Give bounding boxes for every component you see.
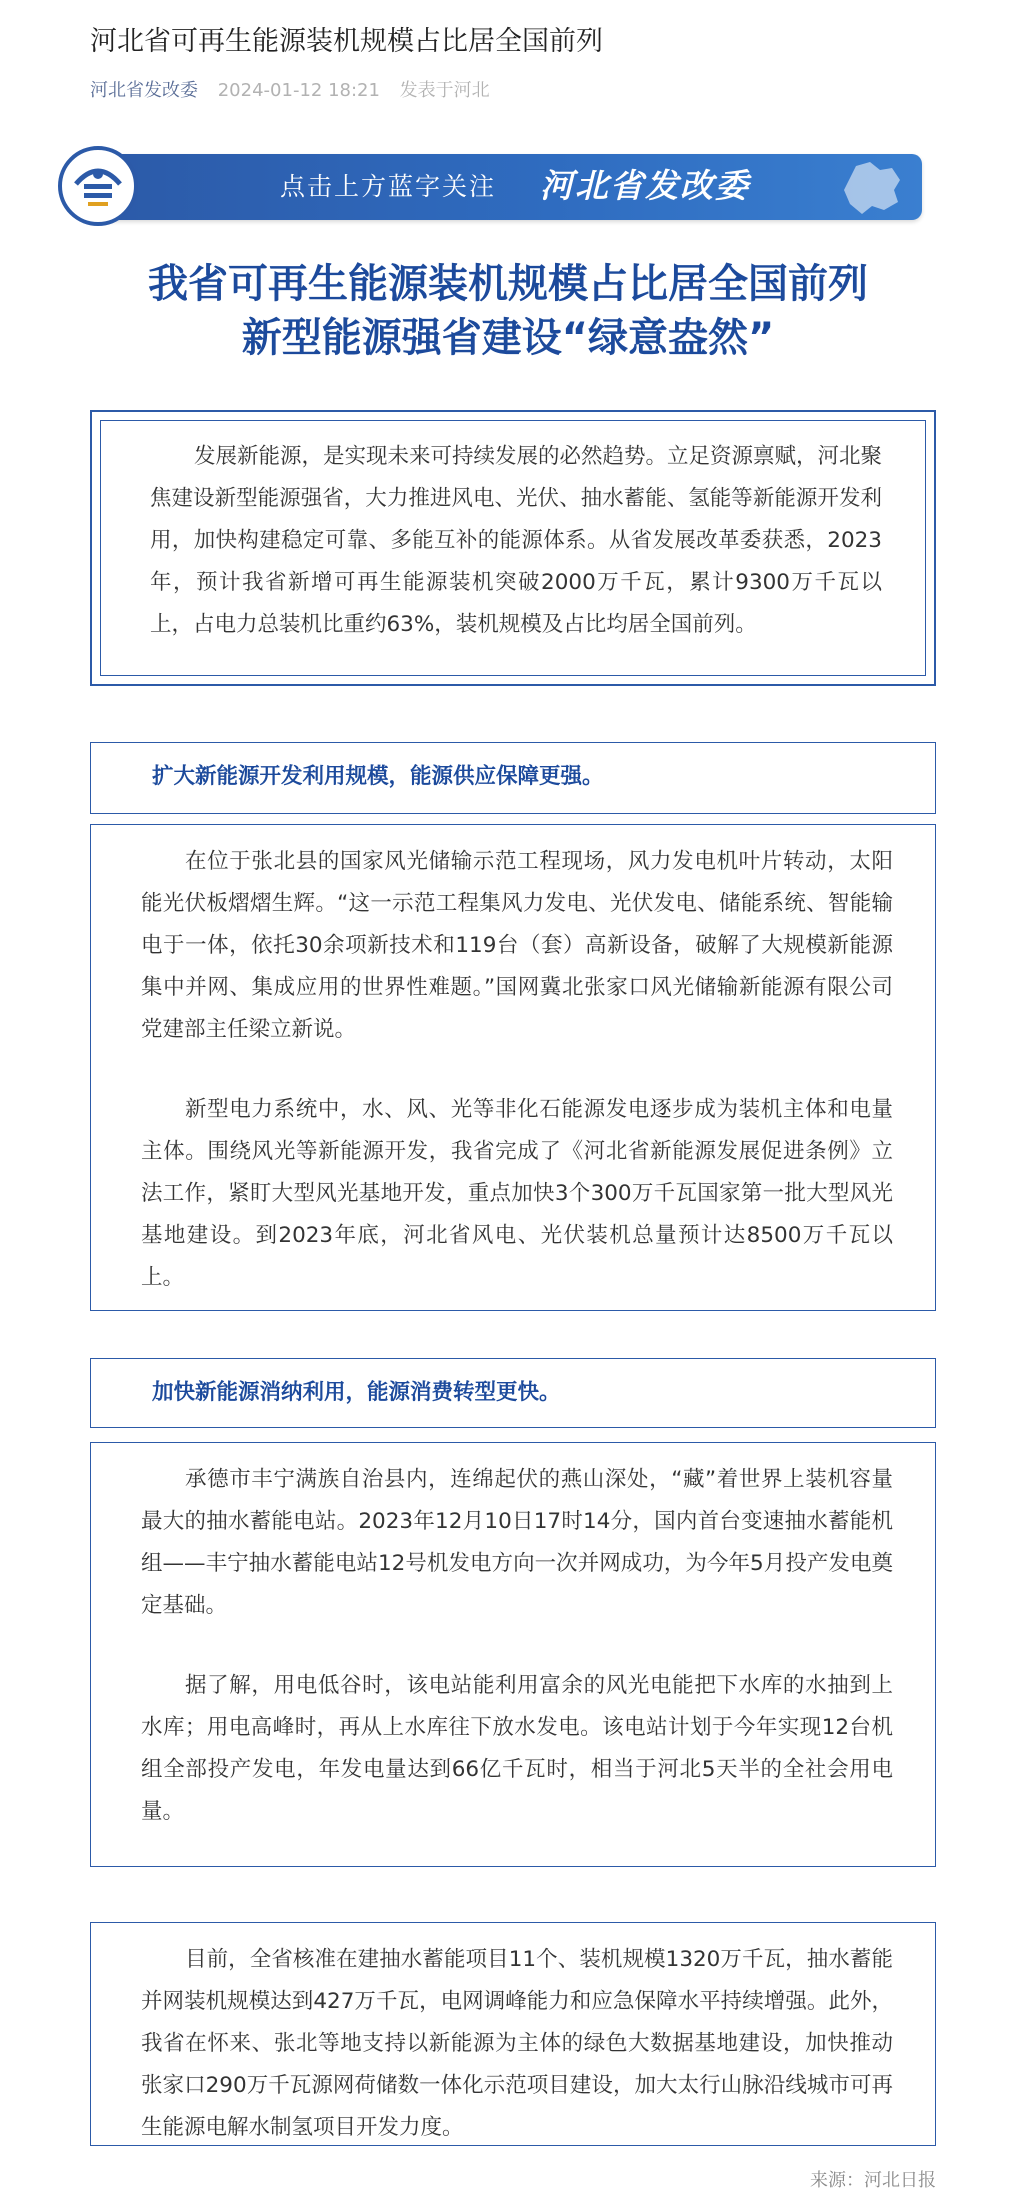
section1-paragraph-1: 在位于张北县的国家风光储输示范工程现场，风力发电机叶片转动，太阳能光伏板熠熠生辉。“这一示范工程集风力发电、光伏发电、储能系统、智能输电于一体，依托30余项新技术和119台（套）高新设备，破解了大规模新能源集中并网、集成应用的世界性难题。”国网冀北张家口风光储输新能源有限公司党建部主任梁立新说。 [141, 849, 893, 1042]
banner-account-name[interactable]: 河北省发改委 [540, 166, 750, 205]
article-title: 河北省可再生能源装机规模占比居全国前列 [90, 26, 603, 57]
agency-logo-icon [58, 146, 138, 226]
source-account-link[interactable]: 河北省发改委 [90, 80, 198, 101]
intro-box [90, 410, 936, 686]
banner-prompt: 点击上方蓝字关注 [280, 172, 497, 201]
closing-paragraph: 目前，全省核准在建抽水蓄能项目11个、装机规模1320万千瓦，抽水蓄能并网装机规模达到427万千瓦，电网调峰能力和应急保障水平持续增强。此外，我省在怀来、张北等地支持以新能源为主体的绿色大数据基地建设，加快推动张家口290万千瓦源网荷储数一体化示范项目建设，加大太行山脉沿线城市可再生能源电解水制氢项目开发力度。 [141, 1947, 893, 2140]
section2-body-box [90, 1442, 936, 1867]
follow-banner[interactable] [102, 154, 922, 220]
hebei-map-icon [836, 160, 906, 216]
section1-heading: 扩大新能源开发利用规模，能源供应保障更强。 [152, 764, 604, 789]
article-meta [90, 78, 490, 104]
publish-location: 发表于河北 [399, 80, 490, 101]
closing-box [90, 1922, 936, 2146]
article-source-note: 来源：河北日报 [810, 2170, 936, 2191]
headline-line-1: 我省可再生能源装机规模占比居全国前列 [148, 261, 868, 307]
publish-time: 2024-01-12 18:21 [217, 80, 380, 101]
section2-paragraph-1: 承德市丰宁满族自治县内，连绵起伏的燕山深处，“藏”着世界上装机容量最大的抽水蓄能电站。2023年12月10日17时14分，国内首台变速抽水蓄能机组——丰宁抽水蓄能电站12号机发电方向一次并网成功，为今年5月投产发电奠定基础。 [141, 1467, 893, 1618]
section1-body-box [90, 824, 936, 1311]
section2-heading: 加快新能源消纳利用，能源消费转型更快。 [152, 1380, 561, 1405]
section1-paragraph-2: 新型电力系统中，水、风、光等非化石能源发电逐步成为装机主体和电量主体。围绕风光等新能源开发，我省完成了《河北省新能源发展促进条例》立法工作，紧盯大型风光基地开发，重点加快3个300万千瓦国家第一批大型风光基地建设。到2023年底，河北省风电、光伏装机总量预计达8500万千瓦以上。 [141, 1097, 893, 1290]
headline-line-2: 新型能源强省建设“绿意盎然” [241, 315, 775, 361]
intro-paragraph: 发展新能源，是实现未来可持续发展的必然趋势。立足资源禀赋，河北聚焦建设新型能源强省，大力推进风电、光伏、抽水蓄能、氢能等新能源开发利用，加快构建稳定可靠、多能互补的能源体系。从省发展改革委获悉，2023年，预计我省新增可再生能源装机突破2000万千瓦，累计9300万千瓦以上，占电力总装机比重约63%，装机规模及占比均居全国前列。 [150, 444, 883, 637]
section2-paragraph-2: 据了解，用电低谷时，该电站能利用富余的风光电能把下水库的水抽到上水库；用电高峰时，再从上水库往下放水发电。该电站计划于今年实现12台机组全部投产发电，年发电量达到66亿千瓦时，相当于河北5天半的全社会用电量。 [141, 1673, 893, 1824]
